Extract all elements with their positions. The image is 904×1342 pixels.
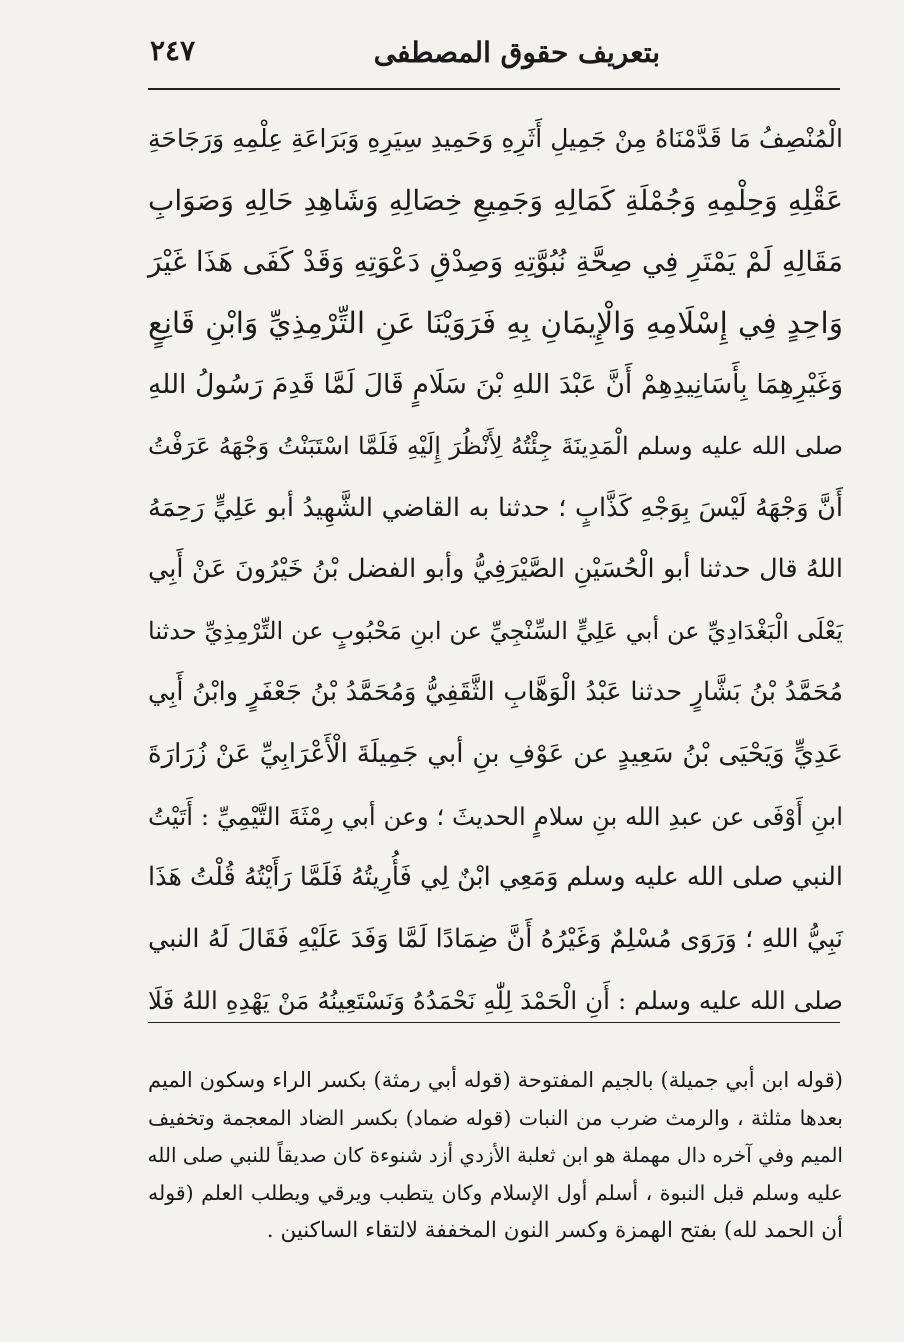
- text-line: أَنَّ وَجْهَهُ لَيْسَ بِوَجْهِ كَذَّابٍ ؛ حدثنا به القاضي الشَّهِيدُ أبو عَلِيٍّ رَحِمَهُ: [148, 492, 843, 523]
- text-line: اللهُ قال حدثنا أبو الْحُسَيْنِ الصَّيْرَفِيُّ وأبو الفضل بْنُ خَيْرُونَ عَنْ أَبِي: [148, 554, 843, 585]
- footnote-line: عليه وسلم قبل النبوة ، أسلم أول الإسلام وكان يتطبب ويرقي ويطلب العلم (قوله: [148, 1180, 843, 1205]
- text-line: الْمُنْصِفُ مَا قَدَّمْنَاهُ مِنْ جَمِيلِ أَثَرِهِ وَحَمِيدِ سِيَرِهِ وَبَرَاعَةِ عِلْمِهِ وَرَجَاحَةِ: [148, 124, 843, 153]
- text-line: مَقَالِهِ لَمْ يَمْتَرِ فِي صِحَّةِ نُبُوَّتِهِ وَصِدْقِ دَعْوَتِهِ وَقَدْ كَفَى هَذَا غَيْرَ: [148, 245, 843, 279]
- footnote-line: بعدها مثلثة ، والرمث ضرب من النبات (قوله ضماد) بكسر الضاد المعجمة وتخفيف: [148, 1105, 843, 1130]
- footnote-line: الميم وفي آخره دال مهملة هو ابن ثعلبة الأزدي أزد شنوءة كان صديقاً للنبي صلى الله: [147, 1143, 843, 1167]
- text-line: صلى الله عليه وسلم : أَنِ الْحَمْدَ لِلّٰهِ نَحْمَدُهُ وَنَسْتَعِينُهُ مَنْ يَهْدِهِ اللهُ فَلَا: [148, 986, 843, 1016]
- page-header: [150, 28, 840, 88]
- text-line: وَاحِدٍ فِي إِسْلَامِهِ وَالْإِيمَانِ بِهِ فَرَوَيْنَا عَنِ التِّرْمِذِيِّ وَابْنِ قَانِعٍ: [148, 305, 843, 340]
- text-line: ابنِ أَوْفَى عن عبدِ الله بنِ سلامٍ الحديثَ ؛ وعن أبي رِمْثَةَ التَّيْمِيِّ : أَتَيْتُ: [148, 801, 843, 831]
- text-line: عَقْلِهِ وَحِلْمِهِ وَجُمْلَةِ كَمَالِهِ وَجَمِيعِ خِصَالِهِ وَشَاهِدِ حَالِهِ وَصَوَابِ: [148, 183, 843, 217]
- text-line: عَدِيٍّ وَيَحْيَى بْنُ سَعِيدٍ عن عَوْفِ بنِ أبي جَمِيلَةَ الْأَعْرَابِيِّ عَنْ زُرَارَةَ: [148, 738, 843, 769]
- text-line: مُحَمَّدُ بْنُ بَشَّارٍ حدثنا عَبْدُ الْوَهَّابِ الثَّقَفِيُّ وَمُحَمَّدُ بْنُ جَعْفَرٍ وابْنُ أَبِي: [148, 677, 843, 708]
- main-text: [148, 108, 843, 1032]
- text-line: وَغَيْرِهِمَا بِأَسَانِيدِهِمْ أَنَّ عَبْدَ اللهِ بْنَ سَلَامٍ قَالَ لَمَّا قَدِمَ رَسُولُ اللهِ: [148, 369, 843, 401]
- page-number: ٢٤٧: [150, 34, 196, 67]
- text-line: يَعْلَى الْبَغْدَادِيِّ عن أبي عَلِيٍّ السِّنْجِيِّ عن ابنِ مَحْبُوبٍ عن التِّرْمِذِيِّ حدثنا: [148, 616, 843, 645]
- footnotes: [148, 1062, 843, 1250]
- header-rule: [148, 88, 840, 90]
- text-line: النبي صلى الله عليه وسلم وَمَعِي ابْنٌ لِي فَأُرِيتُهُ فَلَمَّا رَأَيْتُهُ قُلْتُ هَذَا: [148, 862, 843, 893]
- footnote-rule: [148, 1022, 840, 1023]
- running-title: بتعريف حقوق المصطفى: [373, 36, 660, 69]
- text-line: نَبِيُّ اللهِ ؛ وَرَوَى مُسْلِمٌ وَغَيْرُهُ أَنَّ ضِمَادًا لَمَّا وَفَدَ عَلَيْهِ فَقَالَ لَهُ النبي: [148, 923, 843, 954]
- text-line: صلى الله عليه وسلم الْمَدِينَةَ جِئْتُهُ لِأَنْظُرَ إِلَيْهِ فَلَمَّا اسْتَبَنْتُ وَجْهَهُ عَرَفْتُ: [148, 431, 843, 460]
- footnote-line: أن الحمد لله) بفتح الهمزة وكسر النون المخففة لالتقاء الساكنين .: [266, 1218, 843, 1243]
- footnote-line: (قوله ابن أبي جميلة) بالجيم المفتوحة (قوله أبي رمثة) بكسر الراء وسكون الميم: [148, 1068, 843, 1092]
